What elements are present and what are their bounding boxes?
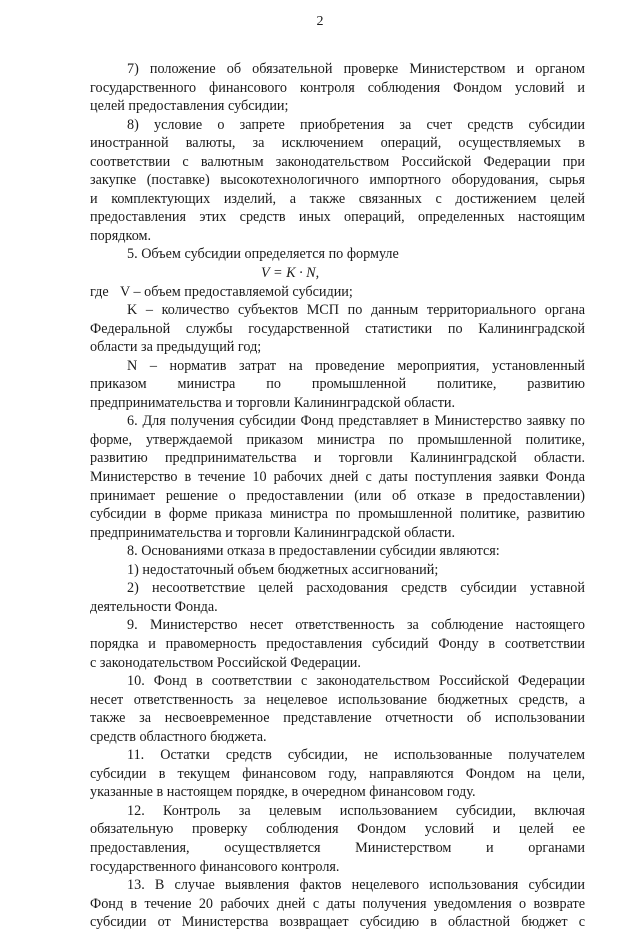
text-line: предпринимательства и торговли Калининградской области. — [90, 394, 456, 411]
document-body — [90, 60, 585, 932]
text-line: 12. Контроль за целевым использованием субсидии, включая — [127, 802, 585, 819]
text-line: несет ответственность за нецелевое использование бюджетных средств, а — [90, 691, 585, 708]
text-line: субсидии в текущем финансовом году, направляются Фондом на цели, — [90, 765, 585, 782]
text-line: 13. В случае выявления фактов нецелевого использования субсидии — [127, 877, 585, 894]
where-word: где — [90, 283, 109, 300]
text-line: 1) недостаточный объем бюджетных ассигнований; — [127, 561, 439, 578]
text-line: 6. Для получения субсидии Фонд представляет в Министерство заявку по — [127, 413, 585, 430]
text-line: приказом министра по промышленной политике, развитию — [90, 376, 585, 393]
list-item-7 — [90, 60, 585, 116]
text-line: соответствии с валютным законодательством Российской Федерации при — [90, 153, 585, 170]
text-line: Министерство в течение 10 рабочих дней с даты поступления заявки Фонда — [90, 469, 585, 486]
formula: V = K · N, — [261, 265, 320, 282]
section-5 — [90, 245, 585, 264]
n-definition — [90, 357, 585, 413]
text-line: Фонд в течение 20 рабочих дней с даты получения уведомления о возврате — [90, 895, 585, 912]
text-line: также за несвоевременное представление отчетности об использовании — [90, 710, 585, 727]
text-line: предпринимательства и торговли Калининградской области. — [90, 524, 456, 541]
text-line: принимает решение о предоставлении (или об отказе в предоставлении) — [90, 487, 585, 504]
text-line: предоставления этих средств иных операций, определенных настоящим — [90, 209, 585, 226]
text-line: целей предоставления субсидии; — [90, 98, 289, 115]
text-line: субсидии от Министерства возвращает субсидию в областной бюджет с — [90, 914, 585, 931]
v-definition: V – объем предоставляемой субсидии; — [120, 283, 353, 300]
text-line: субсидии в форме приказа министра по промышленной политике, развитию — [90, 506, 585, 523]
text-line: иностранной валюты, за исключением операций, осуществляемых в — [90, 135, 585, 152]
section-13 — [90, 876, 585, 932]
text-line: порядком. — [90, 227, 152, 244]
text-line: обязательную проверку соблюдения Фондом условий и целей ее — [90, 821, 585, 838]
text-line: средств областного бюджета. — [90, 728, 267, 745]
text-line: 7) положение об обязательной проверке Министерством и органом — [127, 61, 585, 77]
text-line: 8) условие о запрете приобретения за счет средств субсидии — [127, 116, 585, 133]
where-definition — [90, 283, 585, 302]
text-line: указанные в настоящем порядке, в очередном финансовом году. — [90, 784, 476, 801]
text-line: предоставления, осуществляется Министерством и органами — [90, 839, 585, 856]
section-6 — [90, 412, 585, 542]
text-line: деятельности Фонда. — [90, 598, 218, 615]
text-line: государственного финансового контроля. — [90, 858, 340, 875]
k-definition — [90, 301, 585, 357]
text-line: 9. Министерство несет ответственность за соблюдение настоящего — [127, 617, 585, 634]
section-8-item-1 — [90, 561, 585, 580]
text-line: порядка и правомерность предоставления субсидий Фонду в соответствии — [90, 635, 585, 652]
text-line: форме, утверждаемой приказом министра по промышленной политике, — [90, 431, 585, 448]
text-line: K – количество субъектов МСП по данным территориального органа — [127, 302, 585, 319]
text-line: 2) несоответствие целей расходования средств субсидии уставной — [127, 580, 585, 597]
text-line: с законодательством Российской Федерации. — [90, 654, 361, 671]
list-item-8 — [90, 116, 585, 246]
section-8 — [90, 542, 585, 561]
text-line: N – норматив затрат на проведение мероприятия, установленный — [127, 357, 585, 374]
text-line: государственного финансового контроля соблюдения Фондом условий и — [90, 79, 585, 96]
text-line: 5. Объем субсидии определяется по формуле — [127, 246, 399, 263]
text-line: 10. Фонд в соответствии с законодательством Российской Федерации — [127, 673, 585, 690]
text-line: 11. Остатки средств субсидии, не использованные получателем — [127, 747, 585, 764]
text-line: Федеральной службы государственной статистики по Калининградской — [90, 320, 585, 337]
section-11 — [90, 746, 585, 802]
section-8-item-2 — [90, 579, 585, 616]
page-number: 2 — [316, 14, 324, 29]
text-line: развитию предпринимательства и торговли Калининградской области. — [90, 450, 585, 467]
section-10 — [90, 672, 585, 746]
section-12 — [90, 802, 585, 876]
text-line: области за предыдущий год; — [90, 339, 262, 356]
text-line: и комплектующих изделий, а также связанных с достижением целей — [90, 190, 585, 207]
text-line: 8. Основаниями отказа в предоставлении субсидии являются: — [127, 543, 500, 560]
text-line: закупке (поставке) высокотехнологичного импортного оборудования, сырья — [90, 172, 585, 189]
section-9 — [90, 616, 585, 672]
